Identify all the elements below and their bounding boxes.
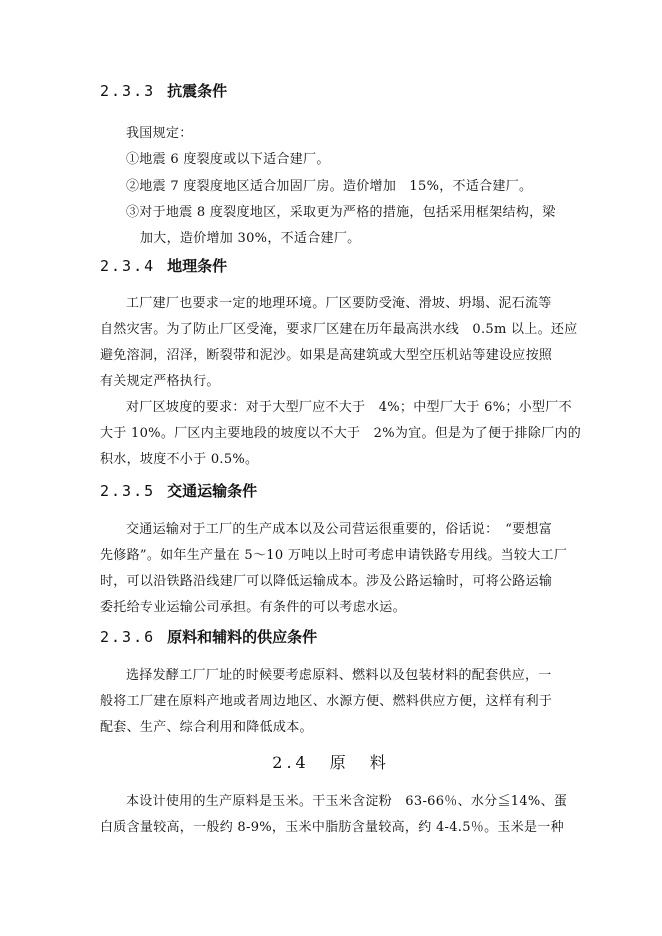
text-line: 般将工厂建在原料产地或者周边地区、水源方便、燃料供应方便，这样有利于 [100,694,553,709]
list-item: ③对于地震 8 度裂度地区，采取更为严格的措施，包括采用框架结构，梁 [126,205,556,220]
list-item: ①地震 6 度裂度或以下适合建厂。 [126,152,330,167]
section-number: 2.3.4 [100,257,156,275]
text-line: 本设计使用的生产原料是玉米。干玉米含淀粉 63-66％、水分≦14%、蛋 [126,794,568,809]
section-title: 抗震条件 [167,82,228,100]
section-number: 2.3.5 [100,482,156,500]
text-line: 白质含量较高，一般约 8-9%，玉米中脂肪含量较高，约 4-4.5％。玉米是一种 [100,820,564,835]
list-item-continuation: 加大，造价增加 30%，不适合建厂。 [140,231,361,246]
section-heading-2-3-6 [100,626,317,647]
section-heading-2-3-3 [100,80,227,101]
text-line: 工厂建厂也要求一定的地理环境。厂区要防受淹、滑坡、坍塌、泥石流等 [126,296,552,311]
text-line: 交通运输对于工厂的生产成本以及公司营运很重要的，俗话说： “要想富 [126,522,553,537]
text-line: 自然灾害。为了防止厂区受淹，要求厂区建在历年最高洪水线 0.5m 以上。还应 [100,322,578,337]
text-line: 避免溶洞，沼泽，断裂带和泥沙。如果是高建筑或大型空压机站等建设应按照 [100,348,553,363]
text-line: 积水，坡度不小于 0.5%。 [100,452,259,467]
section-heading-2-3-5 [100,480,257,501]
section-heading-2-3-4 [100,255,227,276]
section-title: 地理条件 [167,257,228,275]
text-line: 选择发酵工厂厂址的时候要考虑原料、燃料以及包装材料的配套供应，一 [126,668,552,683]
section-number: 2.3.6 [100,628,156,646]
chapter-heading-2-4: 2.4 原 料 [272,753,390,772]
text-line: 有关规定严格执行。 [100,374,220,389]
section-number: 2.3.3 [100,82,156,100]
section-title: 原料和辅料的供应条件 [167,628,318,646]
text-line: 委托给专业运输公司承担。有条件的可以考虑水运。 [100,600,406,615]
text-line: 时，可以沿铁路沿线建厂可以降低运输成本。涉及公路运输时，可将公路运输 [100,574,553,589]
section-title: 交通运输条件 [167,482,258,500]
text-line: 配套、生产、综合利用和降低成本。 [100,720,313,735]
text-line: 我国规定： [126,126,193,141]
text-line: 对厂区坡度的要求：对于大型厂应不大于 4%；中型厂大于 6%；小型厂不 [126,400,572,415]
text-line: 先修路”。如年生产量在 5～10 万吨以上时可考虑申请铁路专用线。当较大工厂 [100,548,568,563]
text-line: 大于 10%。厂区内主要地段的坡度以不大于 2%为宜。但是为了便于排除厂内的 [100,426,582,441]
list-item: ②地震 7 度裂度地区适合加固厂房。造价增加 15%，不适合建厂。 [126,179,533,194]
